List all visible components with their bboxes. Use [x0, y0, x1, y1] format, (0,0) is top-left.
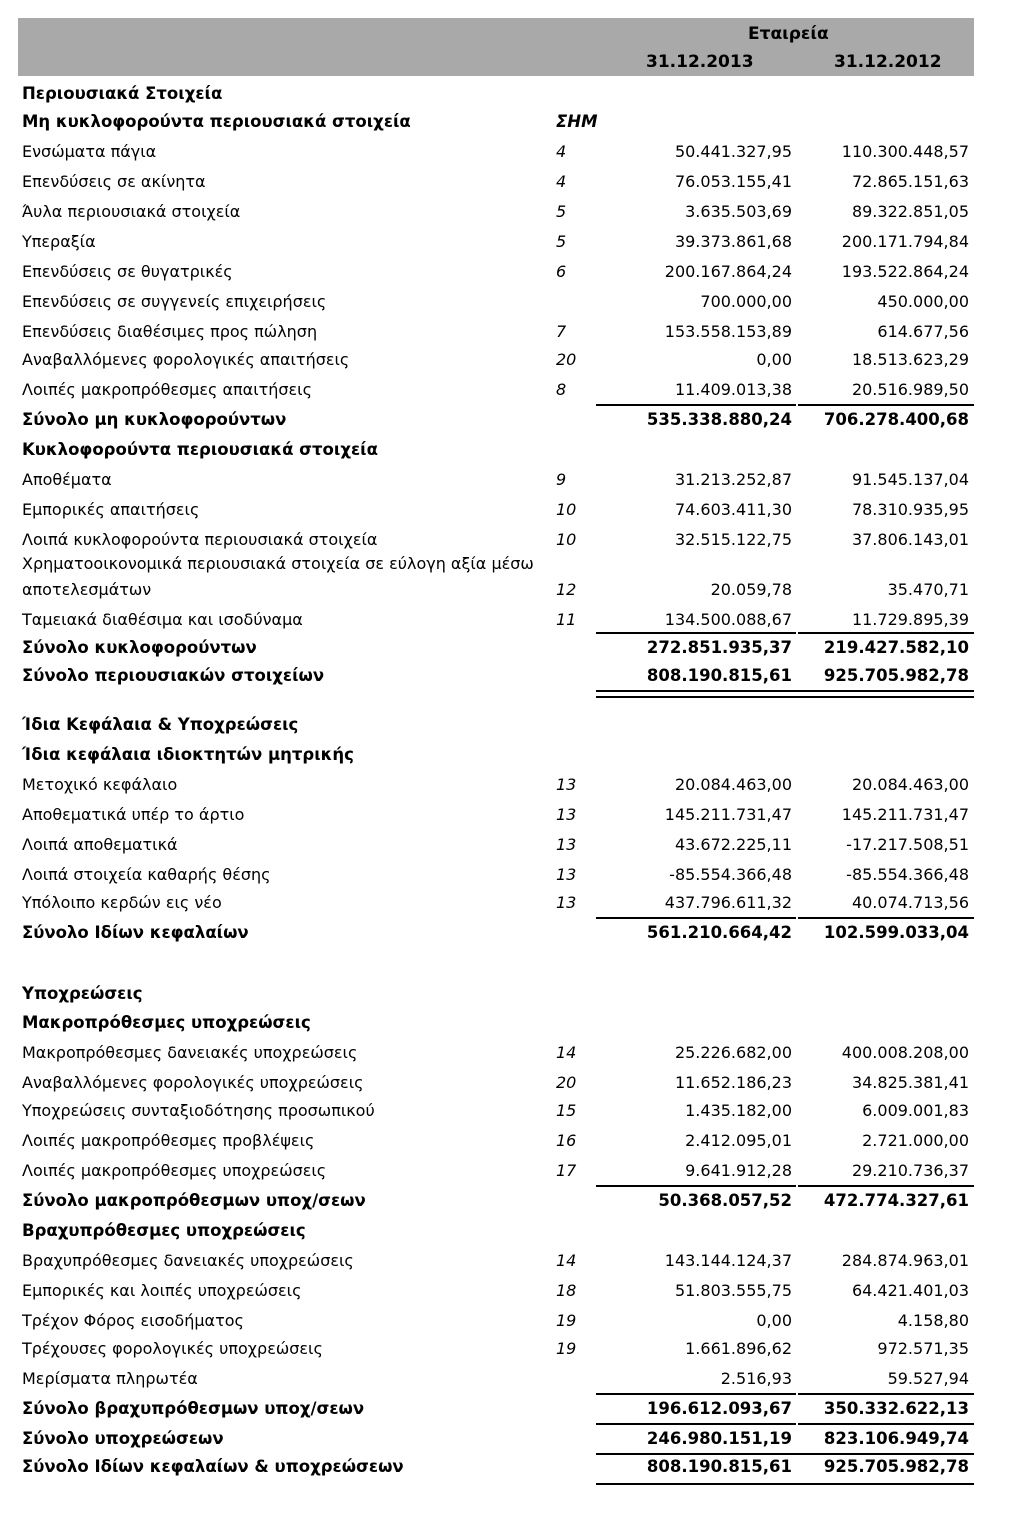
- table-row: [0, 140, 1024, 164]
- value-2012: 35.470,71: [887, 580, 969, 599]
- value-2013: 0,00: [756, 350, 792, 369]
- value-2012: 400.008.208,00: [841, 1043, 969, 1062]
- value-2013: 11.652.186,23: [674, 1073, 792, 1092]
- value-2013: 437.796.611,32: [664, 893, 792, 912]
- rule-line: [798, 1423, 974, 1425]
- row-label: αποτελεσμάτων: [22, 580, 152, 599]
- value-2012: 219.427.582,10: [823, 638, 969, 657]
- row-label: Μερίσματα πληρωτέα: [22, 1369, 198, 1388]
- value-2013: 25.226.682,00: [674, 1043, 792, 1062]
- row-label: Ίδια κεφάλαια ιδιοκτητών μητρικής: [22, 745, 354, 764]
- table-row: [0, 921, 1024, 945]
- row-label: Μη κυκλοφορούντα περιουσιακά στοιχεία: [22, 112, 411, 131]
- row-label: Αποθεματικά υπέρ το άρτιο: [22, 805, 245, 824]
- row-note: 4: [556, 142, 567, 161]
- value-2013: 145.211.731,47: [664, 805, 792, 824]
- table-row: [0, 713, 1024, 737]
- column-header-2012: 31.12.2012: [834, 52, 942, 72]
- rule-line: [596, 632, 796, 634]
- row-label: Σύνολο Ιδίων κεφαλαίων & υποχρεώσεων: [22, 1457, 404, 1476]
- value-2013: 200.167.864,24: [664, 262, 792, 281]
- row-note: 7: [556, 322, 567, 341]
- table-row: [0, 1397, 1024, 1421]
- table-row: [0, 200, 1024, 224]
- value-2013: 11.409.013,38: [674, 380, 792, 399]
- value-2013: 3.635.503,69: [685, 202, 792, 221]
- row-label: Μετοχικό κεφάλαιο: [22, 775, 178, 794]
- table-row: [0, 1011, 1024, 1035]
- table-row: [0, 982, 1024, 1006]
- table-row: [0, 552, 1024, 576]
- column-header-2013: 31.12.2013: [646, 52, 754, 72]
- value-2012: 823.106.949,74: [823, 1429, 969, 1448]
- value-2013: 196.612.093,67: [646, 1399, 792, 1418]
- row-note: 9: [556, 470, 567, 489]
- value-2012: 4.158,80: [897, 1311, 969, 1330]
- value-2013: 246.980.151,19: [646, 1429, 792, 1448]
- value-2013: 50.368.057,52: [658, 1191, 792, 1210]
- row-label: Λοιπά αποθεματικά: [22, 835, 178, 854]
- value-2012: 706.278.400,68: [823, 410, 969, 429]
- value-2012: 925.705.982,78: [823, 666, 969, 685]
- row-note: 15: [556, 1101, 577, 1120]
- value-2013: 808.190.815,61: [646, 666, 792, 685]
- table-row: [0, 773, 1024, 797]
- table-row: [0, 1455, 1024, 1479]
- value-2013: 51.803.555,75: [674, 1281, 792, 1300]
- row-note: 16: [556, 1131, 577, 1150]
- table-row: [0, 1337, 1024, 1361]
- row-note: 13: [556, 893, 577, 912]
- value-2012: 2.721.000,00: [862, 1131, 969, 1150]
- rule-line: [798, 404, 974, 406]
- value-2012: 91.545.137,04: [851, 470, 969, 489]
- row-label: Αποθέματα: [22, 470, 112, 489]
- row-note: 14: [556, 1251, 577, 1270]
- table-row: [0, 833, 1024, 857]
- table-header: [18, 18, 974, 76]
- value-2013: 535.338.880,24: [646, 410, 792, 429]
- row-label: Βραχυπρόθεσμες υποχρεώσεις: [22, 1221, 306, 1240]
- table-row: [0, 1071, 1024, 1095]
- table-row: [0, 498, 1024, 522]
- row-label: Υπεραξία: [22, 232, 96, 251]
- row-label: Μακροπρόθεσμες δανειακές υποχρεώσεις: [22, 1043, 358, 1062]
- value-2012: 40.074.713,56: [851, 893, 969, 912]
- row-label: Εμπορικές απαιτήσεις: [22, 500, 200, 519]
- value-2012: 350.332.622,13: [823, 1399, 969, 1418]
- row-label: Σύνολο μη κυκλοφορούντων: [22, 410, 287, 429]
- row-label: Σύνολο περιουσιακών στοιχείων: [22, 666, 325, 685]
- row-label: Κυκλοφορούντα περιουσιακά στοιχεία: [22, 440, 378, 459]
- value-2012: 37.806.143,01: [851, 530, 969, 549]
- table-row: [0, 1159, 1024, 1183]
- row-label: Βραχυπρόθεσμες δανειακές υποχρεώσεις: [22, 1251, 354, 1270]
- row-note: 12: [556, 580, 577, 599]
- rule-line: [798, 1393, 974, 1395]
- value-2012: 200.171.794,84: [841, 232, 969, 251]
- row-label: Μακροπρόθεσμες υποχρεώσεις: [22, 1013, 311, 1032]
- value-2012: 193.522.864,24: [841, 262, 969, 281]
- row-label: Τρέχον Φόρος εισοδήματος: [22, 1311, 244, 1330]
- table-row: [0, 803, 1024, 827]
- company-header: Εταιρεία: [748, 24, 829, 44]
- table-row: [0, 608, 1024, 632]
- value-2012: 20.084.463,00: [851, 775, 969, 794]
- row-note: ΣΗΜ: [556, 112, 598, 131]
- table-row: [0, 1129, 1024, 1153]
- table-row: [0, 743, 1024, 767]
- row-note: 18: [556, 1281, 577, 1300]
- row-label: Υπόλοιπο κερδών εις νέο: [22, 893, 222, 912]
- row-note: 20: [556, 1073, 577, 1092]
- table-row: [0, 863, 1024, 887]
- value-2013: -85.554.366,48: [669, 865, 792, 884]
- row-note: 13: [556, 805, 577, 824]
- row-label: Περιουσιακά Στοιχεία: [22, 84, 223, 103]
- table-row: [0, 1041, 1024, 1065]
- value-2012: 89.322.851,05: [851, 202, 969, 221]
- value-2013: 76.053.155,41: [674, 172, 792, 191]
- value-2012: 20.516.989,50: [851, 380, 969, 399]
- row-note: 11: [556, 610, 577, 629]
- rule-line: [798, 632, 974, 634]
- rule-line: [596, 917, 796, 919]
- value-2012: 145.211.731,47: [841, 805, 969, 824]
- row-label: Επενδύσεις διαθέσιμες προς πώληση: [22, 322, 318, 341]
- table-row: [0, 1367, 1024, 1391]
- value-2013: 50.441.327,95: [674, 142, 792, 161]
- table-row: [0, 891, 1024, 915]
- table-row: [0, 82, 1024, 106]
- row-note: 10: [556, 530, 577, 549]
- value-2012: 102.599.033,04: [823, 923, 969, 942]
- value-2013: 39.373.861,68: [674, 232, 792, 251]
- row-label: Χρηματοοικονομικά περιουσιακά στοιχεία σε εύλογη αξία μέσω: [22, 554, 534, 573]
- table-row: [0, 170, 1024, 194]
- table-row: [0, 468, 1024, 492]
- rule-line: [596, 404, 796, 406]
- value-2012: 64.421.401,03: [851, 1281, 969, 1300]
- table-row: [0, 408, 1024, 432]
- value-2013: 700.000,00: [700, 292, 792, 311]
- row-note: 17: [556, 1161, 577, 1180]
- value-2012: 614.677,56: [877, 322, 969, 341]
- table-row: [0, 290, 1024, 314]
- row-label: Επενδύσεις σε θυγατρικές: [22, 262, 233, 281]
- table-row: [0, 1249, 1024, 1273]
- row-label: Ίδια Κεφάλαια & Υποχρεώσεις: [22, 715, 299, 734]
- table-row: [0, 664, 1024, 688]
- rule-line: [596, 1453, 974, 1455]
- row-label: Άυλα περιουσιακά στοιχεία: [22, 202, 241, 221]
- value-2013: 9.641.912,28: [685, 1161, 792, 1180]
- table-row: [0, 110, 1024, 134]
- value-2012: 29.210.736,37: [851, 1161, 969, 1180]
- value-2012: 34.825.381,41: [851, 1073, 969, 1092]
- value-2012: 284.874.963,01: [841, 1251, 969, 1270]
- row-label: Λοιπές μακροπρόθεσμες απαιτήσεις: [22, 380, 312, 399]
- row-note: 13: [556, 865, 577, 884]
- row-label: Σύνολο μακροπρόθεσμων υποχ/σεων: [22, 1191, 366, 1210]
- row-label: Εμπορικές και λοιπές υποχρεώσεις: [22, 1281, 302, 1300]
- value-2013: 2.516,93: [720, 1369, 792, 1388]
- table-row: [0, 528, 1024, 552]
- value-2012: 59.527,94: [887, 1369, 969, 1388]
- row-note: 5: [556, 202, 567, 221]
- value-2013: 2.412.095,01: [685, 1131, 792, 1150]
- value-2013: 134.500.088,67: [664, 610, 792, 629]
- row-label: Επενδύσεις σε ακίνητα: [22, 172, 206, 191]
- row-note: 10: [556, 500, 577, 519]
- row-label: Ενσώματα πάγια: [22, 142, 157, 161]
- row-label: Αναβαλλόμενες φορολογικές απαιτήσεις: [22, 350, 350, 369]
- value-2012: 72.865.151,63: [851, 172, 969, 191]
- table-row: [0, 260, 1024, 284]
- row-note: 4: [556, 172, 567, 191]
- value-2013: 31.213.252,87: [674, 470, 792, 489]
- row-note: 13: [556, 835, 577, 854]
- value-2013: 561.210.664,42: [646, 923, 792, 942]
- value-2013: 20.059,78: [710, 580, 792, 599]
- row-note: 20: [556, 350, 577, 369]
- row-label: Σύνολο υποχρεώσεων: [22, 1429, 224, 1448]
- row-label: Σύνολο κυκλοφορούντων: [22, 638, 257, 657]
- row-label: Λοιπές μακροπρόθεσμες προβλέψεις: [22, 1131, 315, 1150]
- row-note: 6: [556, 262, 567, 281]
- value-2012: 472.774.327,61: [823, 1191, 969, 1210]
- row-note: 5: [556, 232, 567, 251]
- table-row: [0, 230, 1024, 254]
- rule-line: [596, 1393, 796, 1395]
- table-row: [0, 1219, 1024, 1243]
- row-note: 14: [556, 1043, 577, 1062]
- row-label: Σύνολο Ιδίων κεφαλαίων: [22, 923, 249, 942]
- table-row: [0, 1279, 1024, 1303]
- row-note: 19: [556, 1339, 577, 1358]
- table-row: [0, 1099, 1024, 1123]
- table-row: [0, 378, 1024, 402]
- rule-line: [798, 917, 974, 919]
- value-2013: 153.558.153,89: [664, 322, 792, 341]
- value-2013: 1.661.896,62: [685, 1339, 792, 1358]
- value-2012: 450.000,00: [877, 292, 969, 311]
- row-label: Υποχρεώσεις: [22, 984, 143, 1003]
- row-note: 19: [556, 1311, 577, 1330]
- row-label: Τρέχουσες φορολογικές υποχρεώσεις: [22, 1339, 323, 1358]
- rule-line: [798, 1185, 974, 1187]
- value-2012: 925.705.982,78: [823, 1457, 969, 1476]
- row-label: Λοιπά κυκλοφορούντα περιουσιακά στοιχεία: [22, 530, 378, 549]
- row-label: Λοιπές μακροπρόθεσμες υποχρεώσεις: [22, 1161, 327, 1180]
- row-label: Υποχρεώσεις συνταξιοδότησης προσωπικού: [22, 1101, 375, 1120]
- row-label: Ταμειακά διαθέσιμα και ισοδύναμα: [22, 610, 303, 629]
- value-2013: 74.603.411,30: [674, 500, 792, 519]
- table-row: [0, 1189, 1024, 1213]
- rule-line: [596, 1185, 796, 1187]
- row-label: Σύνολο βραχυπρόθεσμων υποχ/σεων: [22, 1399, 365, 1418]
- table-row: [0, 348, 1024, 372]
- value-2013: 43.672.225,11: [674, 835, 792, 854]
- row-label: Επενδύσεις σε συγγενείς επιχειρήσεις: [22, 292, 327, 311]
- value-2012: -85.554.366,48: [846, 865, 969, 884]
- table-row: [0, 438, 1024, 462]
- table-row: [0, 578, 1024, 602]
- row-note: 13: [556, 775, 577, 794]
- value-2013: 1.435.182,00: [685, 1101, 792, 1120]
- value-2013: 143.144.124,37: [664, 1251, 792, 1270]
- rule-line: [596, 1483, 974, 1485]
- rule-line: [596, 1423, 796, 1425]
- value-2012: 972.571,35: [877, 1339, 969, 1358]
- row-label: Αναβαλλόμενες φορολογικές υποχρεώσεις: [22, 1073, 364, 1092]
- value-2012: 6.009.001,83: [862, 1101, 969, 1120]
- table-row: [0, 1427, 1024, 1451]
- value-2012: 78.310.935,95: [851, 500, 969, 519]
- value-2012: -17.217.508,51: [846, 835, 969, 854]
- table-row: [0, 1309, 1024, 1333]
- value-2013: 20.084.463,00: [674, 775, 792, 794]
- row-note: 8: [556, 380, 567, 399]
- value-2013: 32.515.122,75: [674, 530, 792, 549]
- value-2012: 11.729.895,39: [851, 610, 969, 629]
- value-2013: 0,00: [756, 1311, 792, 1330]
- value-2013: 272.851.935,37: [646, 638, 792, 657]
- row-label: Λοιπά στοιχεία καθαρής θέσης: [22, 865, 271, 884]
- value-2012: 110.300.448,57: [841, 142, 969, 161]
- double-rule-line: [596, 690, 974, 698]
- table-row: [0, 636, 1024, 660]
- table-row: [0, 320, 1024, 344]
- value-2012: 18.513.623,29: [851, 350, 969, 369]
- value-2013: 808.190.815,61: [646, 1457, 792, 1476]
